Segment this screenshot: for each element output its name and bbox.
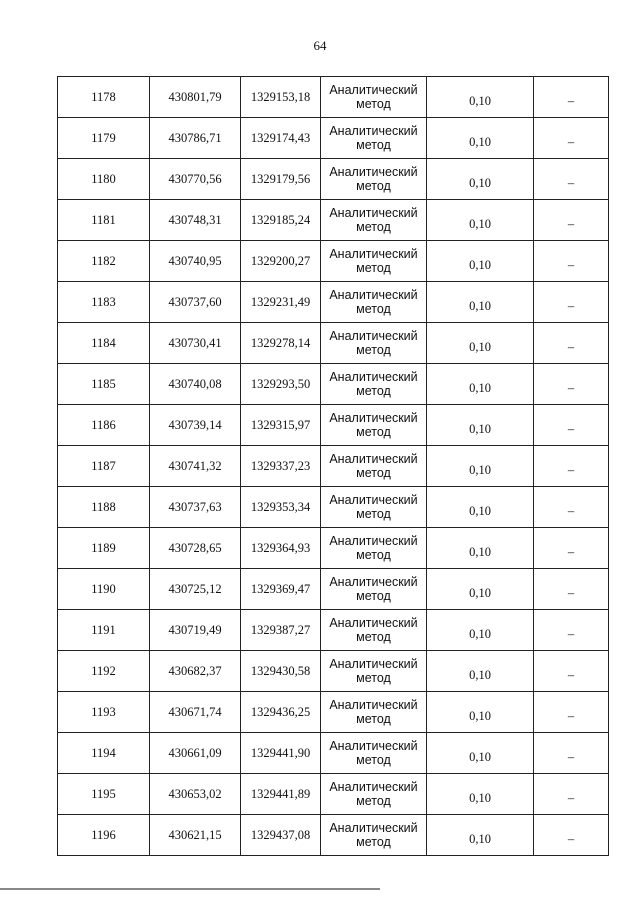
x-coordinate-cell-text: 430737,60	[168, 295, 222, 309]
y-coordinate-cell-text: 1329174,43	[250, 131, 311, 145]
table-row	[58, 364, 609, 405]
x-coordinate-cell	[150, 651, 241, 692]
y-coordinate-cell	[241, 692, 321, 733]
x-coordinate-cell-text: 430730,41	[168, 336, 222, 350]
x-coordinate-cell-text: 430748,31	[168, 213, 222, 227]
method-line-2: метод	[356, 343, 391, 357]
accuracy-cell	[427, 282, 534, 323]
point-number-cell-text: 1179	[91, 131, 116, 145]
method-cell	[321, 241, 427, 282]
accuracy-cell-text: 0,10	[469, 463, 491, 477]
point-number-cell-text: 1185	[91, 377, 116, 391]
note-cell-text: –	[567, 340, 575, 354]
note-cell	[534, 364, 609, 405]
x-coordinate-cell	[150, 610, 241, 651]
table-row	[58, 241, 609, 282]
y-coordinate-cell-text: 1329364,93	[250, 541, 311, 555]
y-coordinate-cell-text: 1329153,18	[250, 90, 311, 104]
accuracy-cell-text: 0,10	[469, 340, 491, 354]
method-cell	[321, 282, 427, 323]
point-number-cell-text: 1187	[91, 459, 116, 473]
table-row	[58, 651, 609, 692]
point-number-cell	[58, 405, 150, 446]
point-number-cell	[58, 118, 150, 159]
note-cell-text: –	[567, 135, 575, 149]
point-number-cell-text: 1184	[91, 336, 116, 350]
note-cell	[534, 569, 609, 610]
table-row	[58, 118, 609, 159]
accuracy-cell	[427, 118, 534, 159]
note-cell-text: –	[567, 381, 575, 395]
note-cell-text: –	[567, 832, 575, 846]
table-row	[58, 200, 609, 241]
method-line-2: метод	[356, 179, 391, 193]
accuracy-cell	[427, 200, 534, 241]
method-line-1: Аналитический	[329, 616, 418, 630]
accuracy-cell-text: 0,10	[469, 422, 491, 436]
x-coordinate-cell	[150, 774, 241, 815]
accuracy-cell-text: 0,10	[469, 545, 491, 559]
method-line-1: Аналитический	[329, 288, 418, 302]
note-cell	[534, 323, 609, 364]
x-coordinate-cell	[150, 118, 241, 159]
x-coordinate-cell-text: 430786,71	[168, 131, 222, 145]
accuracy-cell	[427, 77, 534, 118]
method-cell	[321, 528, 427, 569]
y-coordinate-cell	[241, 774, 321, 815]
note-cell-text: –	[567, 94, 575, 108]
note-cell-text: –	[567, 791, 575, 805]
x-coordinate-cell-text: 430737,63	[168, 500, 222, 514]
y-coordinate-cell	[241, 528, 321, 569]
note-cell-text: –	[567, 463, 575, 477]
note-cell	[534, 118, 609, 159]
x-coordinate-cell	[150, 815, 241, 856]
accuracy-cell-text: 0,10	[469, 94, 491, 108]
y-coordinate-cell-text: 1329231,49	[250, 295, 311, 309]
note-cell	[534, 487, 609, 528]
note-cell	[534, 241, 609, 282]
method-cell	[321, 774, 427, 815]
accuracy-cell-text: 0,10	[469, 176, 491, 190]
method-line-2: метод	[356, 138, 391, 152]
note-cell-text: –	[567, 545, 575, 559]
x-coordinate-cell-text: 430725,12	[168, 582, 222, 596]
method-line-1: Аналитический	[329, 329, 418, 343]
point-number-cell	[58, 774, 150, 815]
y-coordinate-cell	[241, 446, 321, 487]
method-line-1: Аналитический	[329, 534, 418, 548]
accuracy-cell-text: 0,10	[469, 709, 491, 723]
x-coordinate-cell	[150, 323, 241, 364]
y-coordinate-cell-text: 1329278,14	[250, 336, 311, 350]
x-coordinate-cell	[150, 405, 241, 446]
method-line-1: Аналитический	[329, 165, 418, 179]
note-cell-text: –	[567, 709, 575, 723]
y-coordinate-cell	[241, 364, 321, 405]
method-line-2: метод	[356, 835, 391, 849]
x-coordinate-cell-text: 430653,02	[168, 787, 222, 801]
method-line-2: метод	[356, 97, 391, 111]
accuracy-cell	[427, 487, 534, 528]
note-cell	[534, 733, 609, 774]
point-number-cell	[58, 692, 150, 733]
note-cell-text: –	[567, 668, 575, 682]
x-coordinate-cell-text: 430739,14	[168, 418, 222, 432]
method-line-2: метод	[356, 753, 391, 767]
accuracy-cell	[427, 528, 534, 569]
table-row	[58, 815, 609, 856]
x-coordinate-cell	[150, 282, 241, 323]
point-number-cell-text: 1186	[91, 418, 116, 432]
point-number-cell-text: 1188	[91, 500, 116, 514]
y-coordinate-cell	[241, 815, 321, 856]
accuracy-cell-text: 0,10	[469, 586, 491, 600]
method-line-1: Аналитический	[329, 698, 418, 712]
method-line-1: Аналитический	[329, 739, 418, 753]
y-coordinate-cell	[241, 323, 321, 364]
accuracy-cell	[427, 610, 534, 651]
note-cell	[534, 815, 609, 856]
table-row	[58, 159, 609, 200]
table-row	[58, 569, 609, 610]
x-coordinate-cell	[150, 77, 241, 118]
accuracy-cell	[427, 651, 534, 692]
method-line-2: метод	[356, 302, 391, 316]
x-coordinate-cell	[150, 241, 241, 282]
x-coordinate-cell	[150, 364, 241, 405]
x-coordinate-cell	[150, 487, 241, 528]
point-number-cell-text: 1190	[91, 582, 116, 596]
method-line-2: метод	[356, 220, 391, 234]
method-line-1: Аналитический	[329, 821, 418, 835]
x-coordinate-cell-text: 430661,09	[168, 746, 222, 760]
method-line-2: метод	[356, 548, 391, 562]
accuracy-cell	[427, 323, 534, 364]
point-number-cell-text: 1189	[91, 541, 116, 555]
point-number-cell	[58, 733, 150, 774]
note-cell	[534, 610, 609, 651]
point-number-cell-text: 1193	[91, 705, 116, 719]
x-coordinate-cell-text: 430621,15	[168, 828, 222, 842]
y-coordinate-cell	[241, 733, 321, 774]
y-coordinate-cell	[241, 159, 321, 200]
page-number: 64	[313, 38, 327, 53]
accuracy-cell-text: 0,10	[469, 258, 491, 272]
accuracy-cell	[427, 241, 534, 282]
method-line-1: Аналитический	[329, 247, 418, 261]
x-coordinate-cell-text: 430740,08	[168, 377, 222, 391]
point-number-cell	[58, 815, 150, 856]
y-coordinate-cell	[241, 651, 321, 692]
y-coordinate-cell	[241, 487, 321, 528]
method-cell	[321, 200, 427, 241]
point-number-cell-text: 1182	[91, 254, 116, 268]
y-coordinate-cell-text: 1329436,25	[250, 705, 311, 719]
method-line-2: метод	[356, 589, 391, 603]
method-line-1: Аналитический	[329, 370, 418, 384]
method-line-2: метод	[356, 671, 391, 685]
accuracy-cell-text: 0,10	[469, 504, 491, 518]
note-cell	[534, 159, 609, 200]
accuracy-cell	[427, 364, 534, 405]
x-coordinate-cell-text: 430719,49	[168, 623, 222, 637]
method-cell	[321, 446, 427, 487]
table-row	[58, 774, 609, 815]
x-coordinate-cell-text: 430682,37	[168, 664, 222, 678]
table-row	[58, 487, 609, 528]
point-number-cell	[58, 569, 150, 610]
point-number-cell-text: 1191	[91, 623, 116, 637]
method-cell	[321, 610, 427, 651]
y-coordinate-cell	[241, 569, 321, 610]
note-cell	[534, 282, 609, 323]
x-coordinate-cell	[150, 528, 241, 569]
y-coordinate-cell-text: 1329353,34	[250, 500, 311, 514]
accuracy-cell-text: 0,10	[469, 217, 491, 231]
point-number-cell	[58, 200, 150, 241]
point-number-cell	[58, 487, 150, 528]
method-line-2: метод	[356, 384, 391, 398]
x-coordinate-cell-text: 430740,95	[168, 254, 222, 268]
note-cell-text: –	[567, 217, 575, 231]
accuracy-cell	[427, 405, 534, 446]
table-row	[58, 733, 609, 774]
point-number-cell	[58, 77, 150, 118]
method-cell	[321, 323, 427, 364]
method-line-1: Аналитический	[329, 206, 418, 220]
x-coordinate-cell	[150, 159, 241, 200]
accuracy-cell	[427, 815, 534, 856]
method-line-1: Аналитический	[329, 493, 418, 507]
accuracy-cell	[427, 774, 534, 815]
y-coordinate-cell	[241, 405, 321, 446]
note-cell	[534, 77, 609, 118]
method-line-2: метод	[356, 794, 391, 808]
accuracy-cell-text: 0,10	[469, 791, 491, 805]
method-line-2: метод	[356, 630, 391, 644]
y-coordinate-cell	[241, 118, 321, 159]
note-cell-text: –	[567, 750, 575, 764]
method-cell	[321, 364, 427, 405]
note-cell-text: –	[567, 299, 575, 313]
note-cell	[534, 651, 609, 692]
table-row	[58, 692, 609, 733]
method-cell	[321, 77, 427, 118]
table-body	[58, 77, 609, 856]
point-number-cell	[58, 323, 150, 364]
method-cell	[321, 159, 427, 200]
y-coordinate-cell-text: 1329441,89	[250, 787, 311, 801]
point-number-cell	[58, 282, 150, 323]
y-coordinate-cell-text: 1329387,27	[250, 623, 311, 637]
y-coordinate-cell-text: 1329369,47	[250, 582, 311, 596]
point-number-cell-text: 1192	[91, 664, 116, 678]
accuracy-cell	[427, 446, 534, 487]
accuracy-cell-text: 0,10	[469, 668, 491, 682]
y-coordinate-cell-text: 1329200,27	[250, 254, 311, 268]
method-line-2: метод	[356, 466, 391, 480]
point-number-cell-text: 1180	[91, 172, 116, 186]
point-number-cell	[58, 528, 150, 569]
method-cell	[321, 651, 427, 692]
y-coordinate-cell-text: 1329430,58	[250, 664, 311, 678]
x-coordinate-cell	[150, 692, 241, 733]
y-coordinate-cell-text: 1329179,56	[250, 172, 311, 186]
x-coordinate-cell-text: 430801,79	[168, 90, 222, 104]
accuracy-cell	[427, 569, 534, 610]
method-line-1: Аналитический	[329, 575, 418, 589]
method-line-2: метод	[356, 425, 391, 439]
accuracy-cell	[427, 733, 534, 774]
method-line-2: метод	[356, 261, 391, 275]
accuracy-cell-text: 0,10	[469, 381, 491, 395]
method-cell	[321, 569, 427, 610]
method-line-2: метод	[356, 712, 391, 726]
method-cell	[321, 815, 427, 856]
method-cell	[321, 405, 427, 446]
table-row	[58, 323, 609, 364]
accuracy-cell-text: 0,10	[469, 299, 491, 313]
x-coordinate-cell-text: 430671,74	[168, 705, 222, 719]
point-number-cell-text: 1181	[91, 213, 116, 227]
note-cell	[534, 528, 609, 569]
y-coordinate-cell-text: 1329315,97	[250, 418, 311, 432]
y-coordinate-cell	[241, 200, 321, 241]
method-cell	[321, 487, 427, 528]
y-coordinate-cell	[241, 610, 321, 651]
table-row	[58, 528, 609, 569]
y-coordinate-cell	[241, 241, 321, 282]
note-cell-text: –	[567, 504, 575, 518]
note-cell	[534, 446, 609, 487]
point-number-cell	[58, 364, 150, 405]
method-line-1: Аналитический	[329, 83, 418, 97]
method-line-2: метод	[356, 507, 391, 521]
method-cell	[321, 118, 427, 159]
note-cell	[534, 405, 609, 446]
note-cell-text: –	[567, 627, 575, 641]
coordinates-table	[57, 76, 609, 856]
x-coordinate-cell	[150, 569, 241, 610]
point-number-cell	[58, 446, 150, 487]
method-line-1: Аналитический	[329, 780, 418, 794]
x-coordinate-cell	[150, 446, 241, 487]
point-number-cell-text: 1195	[91, 787, 116, 801]
method-line-1: Аналитический	[329, 657, 418, 671]
note-cell-text: –	[567, 258, 575, 272]
note-cell	[534, 200, 609, 241]
y-coordinate-cell-text: 1329437,08	[250, 828, 311, 842]
table-row	[58, 446, 609, 487]
y-coordinate-cell-text: 1329441,90	[250, 746, 311, 760]
point-number-cell	[58, 651, 150, 692]
y-coordinate-cell-text: 1329293,50	[250, 377, 311, 391]
x-coordinate-cell-text: 430728,65	[168, 541, 222, 555]
table-row	[58, 405, 609, 446]
method-line-1: Аналитический	[329, 411, 418, 425]
method-line-1: Аналитический	[329, 452, 418, 466]
x-coordinate-cell	[150, 200, 241, 241]
y-coordinate-cell	[241, 77, 321, 118]
note-cell	[534, 692, 609, 733]
table-row	[58, 282, 609, 323]
method-cell	[321, 692, 427, 733]
point-number-cell-text: 1196	[91, 828, 116, 842]
bottom-scan-rule	[0, 888, 380, 890]
y-coordinate-cell-text: 1329337,23	[250, 459, 311, 473]
method-cell	[321, 733, 427, 774]
y-coordinate-cell	[241, 282, 321, 323]
x-coordinate-cell	[150, 733, 241, 774]
x-coordinate-cell-text: 430770,56	[168, 172, 222, 186]
accuracy-cell	[427, 692, 534, 733]
point-number-cell-text: 1178	[91, 90, 116, 104]
accuracy-cell-text: 0,10	[469, 832, 491, 846]
note-cell-text: –	[567, 176, 575, 190]
point-number-cell-text: 1194	[91, 746, 116, 760]
point-number-cell	[58, 241, 150, 282]
accuracy-cell-text: 0,10	[469, 627, 491, 641]
table-row	[58, 77, 609, 118]
accuracy-cell-text: 0,10	[469, 750, 491, 764]
y-coordinate-cell-text: 1329185,24	[250, 213, 311, 227]
accuracy-cell	[427, 159, 534, 200]
note-cell-text: –	[567, 586, 575, 600]
note-cell-text: –	[567, 422, 575, 436]
point-number-cell	[58, 159, 150, 200]
method-line-1: Аналитический	[329, 124, 418, 138]
table-row	[58, 610, 609, 651]
point-number-cell-text: 1183	[91, 295, 116, 309]
accuracy-cell-text: 0,10	[469, 135, 491, 149]
x-coordinate-cell-text: 430741,32	[168, 459, 222, 473]
point-number-cell	[58, 610, 150, 651]
note-cell	[534, 774, 609, 815]
